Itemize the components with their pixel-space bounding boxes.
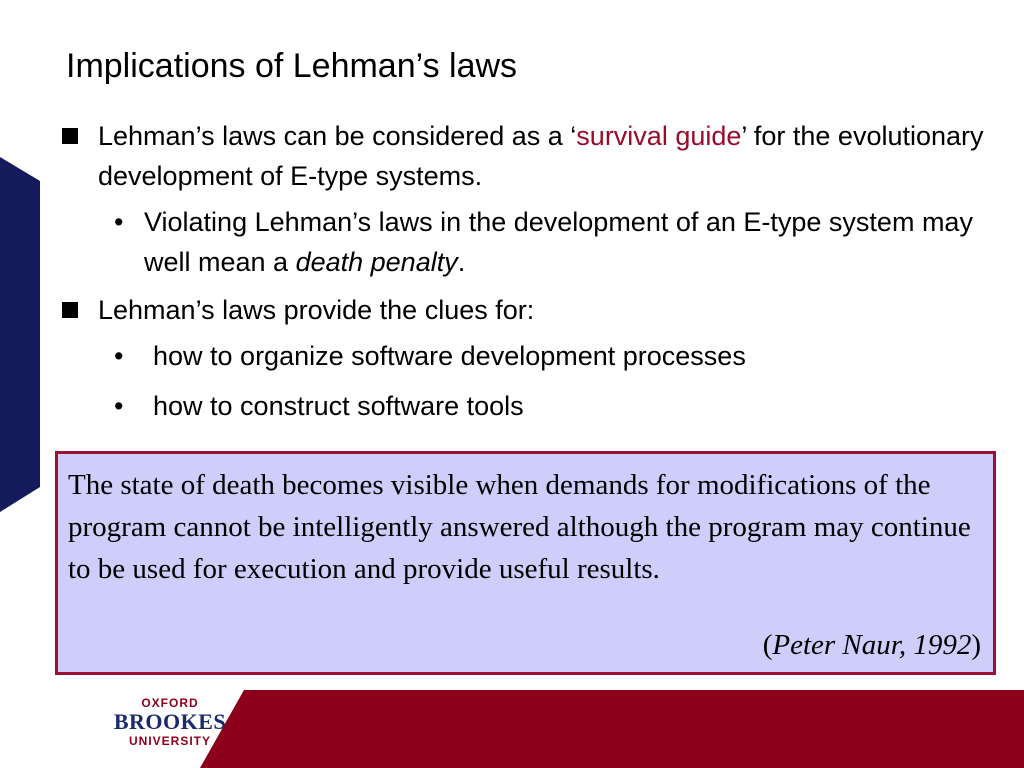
logo-bottom-text: UNIVERSITY bbox=[128, 734, 211, 748]
slide-title: Implications of Lehman’s laws bbox=[66, 47, 518, 85]
bullet-text-part: Lehman’s laws can be considered as a ‘ bbox=[98, 121, 577, 151]
bullet-dot-icon: • bbox=[114, 207, 124, 237]
sub-bullet-construct-tools bbox=[58, 386, 988, 426]
sub-bullet-text: how to construct software tools bbox=[153, 391, 524, 421]
footer-red-stripe bbox=[200, 690, 1024, 768]
citation-close-paren: ) bbox=[971, 629, 981, 661]
bullet-item-clues bbox=[58, 290, 988, 330]
bullet-dot-icon: • bbox=[114, 341, 124, 371]
bullet-item-survival-guide bbox=[58, 116, 988, 196]
sub-bullet-text-part: . bbox=[457, 247, 466, 277]
oxford-brookes-logo bbox=[110, 696, 230, 748]
death-penalty-emphasis: death penalty bbox=[295, 247, 458, 277]
quote-text: The state of death becomes visible when demands for modifications of the program cannot be intelligently answered although the program may continue to be used for execution and provide useful results. bbox=[68, 469, 971, 585]
bullet-dot-icon: • bbox=[114, 391, 124, 421]
sub-bullet-death-penalty bbox=[58, 202, 988, 282]
sub-bullet-organize-processes bbox=[58, 336, 988, 376]
quote-box bbox=[55, 451, 996, 675]
quote-citation bbox=[763, 624, 981, 666]
side-decoration-bar bbox=[0, 157, 40, 512]
bullet-text: Lehman’s laws provide the clues for: bbox=[98, 295, 535, 325]
citation-author: Peter Naur, 1992 bbox=[772, 629, 972, 661]
logo-main-text: BROOKES bbox=[113, 709, 227, 734]
footer-band bbox=[0, 690, 1024, 768]
citation-open-paren: ( bbox=[762, 629, 773, 661]
square-bullet-icon bbox=[62, 128, 78, 144]
sub-bullet-text-part: Violating Lehman’s laws in the development of an E-type system may well mean a bbox=[144, 207, 973, 277]
survival-guide-highlight: survival guide bbox=[576, 121, 742, 151]
bullet-text-part: ’ for the evolutionary development of E-type systems. bbox=[98, 121, 984, 191]
sub-bullet-text: how to organize software development processes bbox=[153, 341, 746, 371]
square-bullet-icon bbox=[62, 302, 78, 318]
bullet-list bbox=[58, 116, 988, 436]
logo-top-text: OXFORD bbox=[141, 696, 199, 710]
